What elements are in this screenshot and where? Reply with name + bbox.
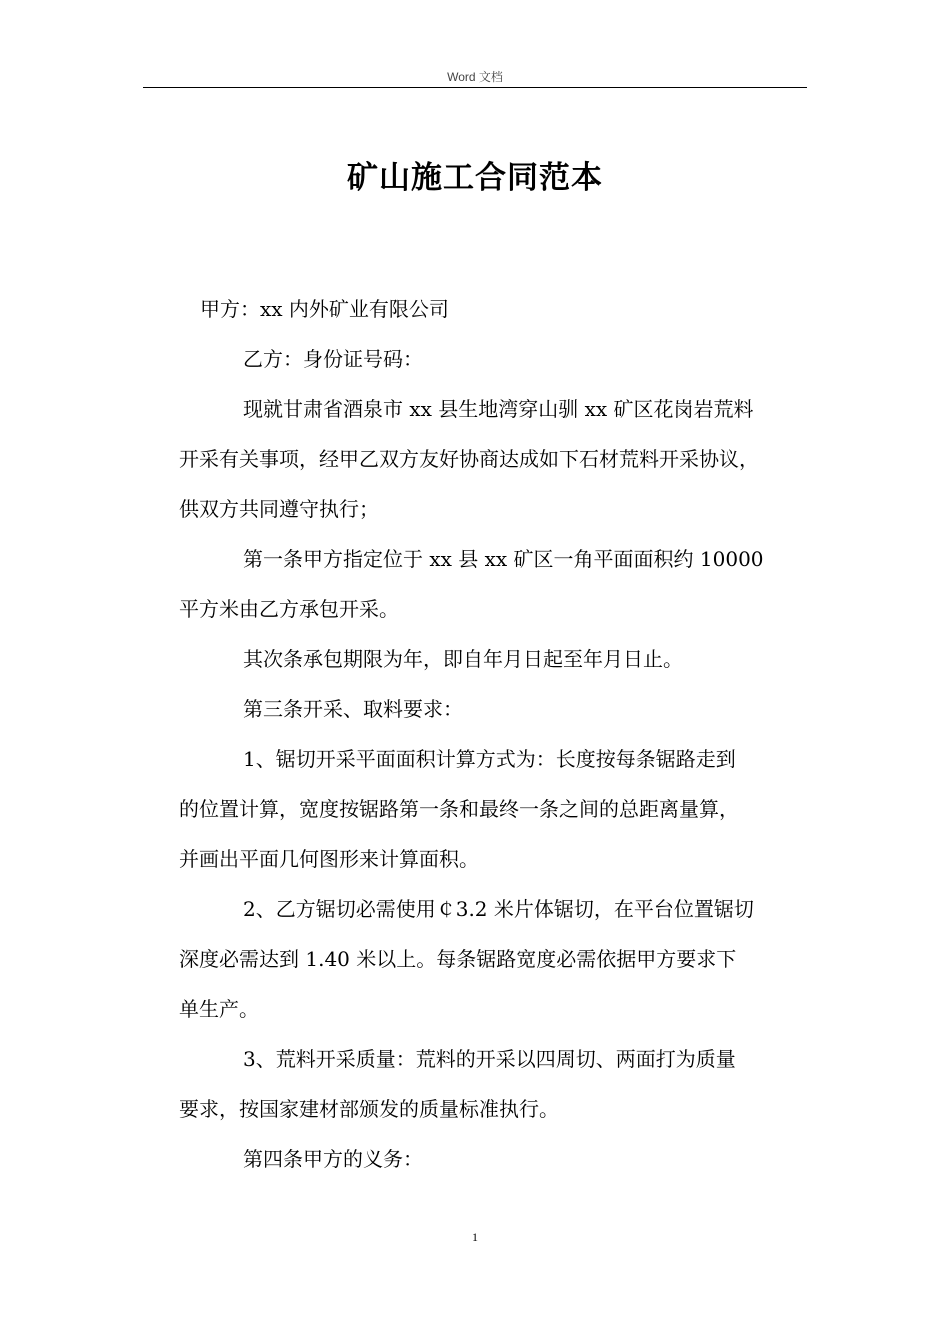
- paragraph-line: 平方米由乙方承包开采。: [179, 597, 399, 621]
- section-heading: 第三条开采、取料要求：: [243, 697, 463, 721]
- party-a-line: 甲方：xx 内外矿业有限公司: [200, 297, 449, 321]
- paragraph-line: 1、锯切开采平面面积计算方式为：长度按每条锯路走到: [243, 747, 736, 771]
- paragraph-line: 第一条甲方指定位于 xx 县 xx 矿区一角平面面积约 10000: [243, 547, 764, 571]
- party-b-line: 乙方：身份证号码：: [243, 347, 423, 371]
- paragraph-line: 的位置计算，宽度按锯路第一条和最终一条之间的总距离量算，: [179, 797, 739, 821]
- paragraph-line: 2、乙方锯切必需使用￠3.2 米片体锯切，在平台位置锯切: [243, 897, 754, 921]
- header-divider: [143, 87, 807, 88]
- paragraph-line: 其次条承包期限为年，即自年月日起至年月日止。: [243, 647, 683, 671]
- paragraph-line: 单生产。: [179, 997, 259, 1021]
- paragraph-line: 并画出平面几何图形来计算面积。: [179, 847, 479, 871]
- paragraph-line: 现就甘肃省酒泉市 xx 县生地湾穿山驯 xx 矿区花岗岩荒料: [243, 397, 754, 421]
- paragraph-line: 3、荒料开采质量：荒料的开采以四周切、两面打为质量: [243, 1047, 736, 1071]
- paragraph-line: 开采有关事项，经甲乙双方友好协商达成如下石材荒料开采协议，: [179, 447, 759, 471]
- page-number: 1: [472, 1230, 478, 1244]
- page-header: Word 文档: [447, 70, 503, 84]
- paragraph-line: 深度必需达到 1.40 米以上。每条锯路宽度必需依据甲方要求下: [179, 947, 737, 971]
- document-title: 矿山施工合同范本: [347, 160, 603, 196]
- paragraph-line: 供双方共同遵守执行；: [179, 497, 379, 521]
- section-heading: 第四条甲方的义务：: [243, 1147, 423, 1171]
- paragraph-line: 要求，按国家建材部颁发的质量标准执行。: [179, 1097, 559, 1121]
